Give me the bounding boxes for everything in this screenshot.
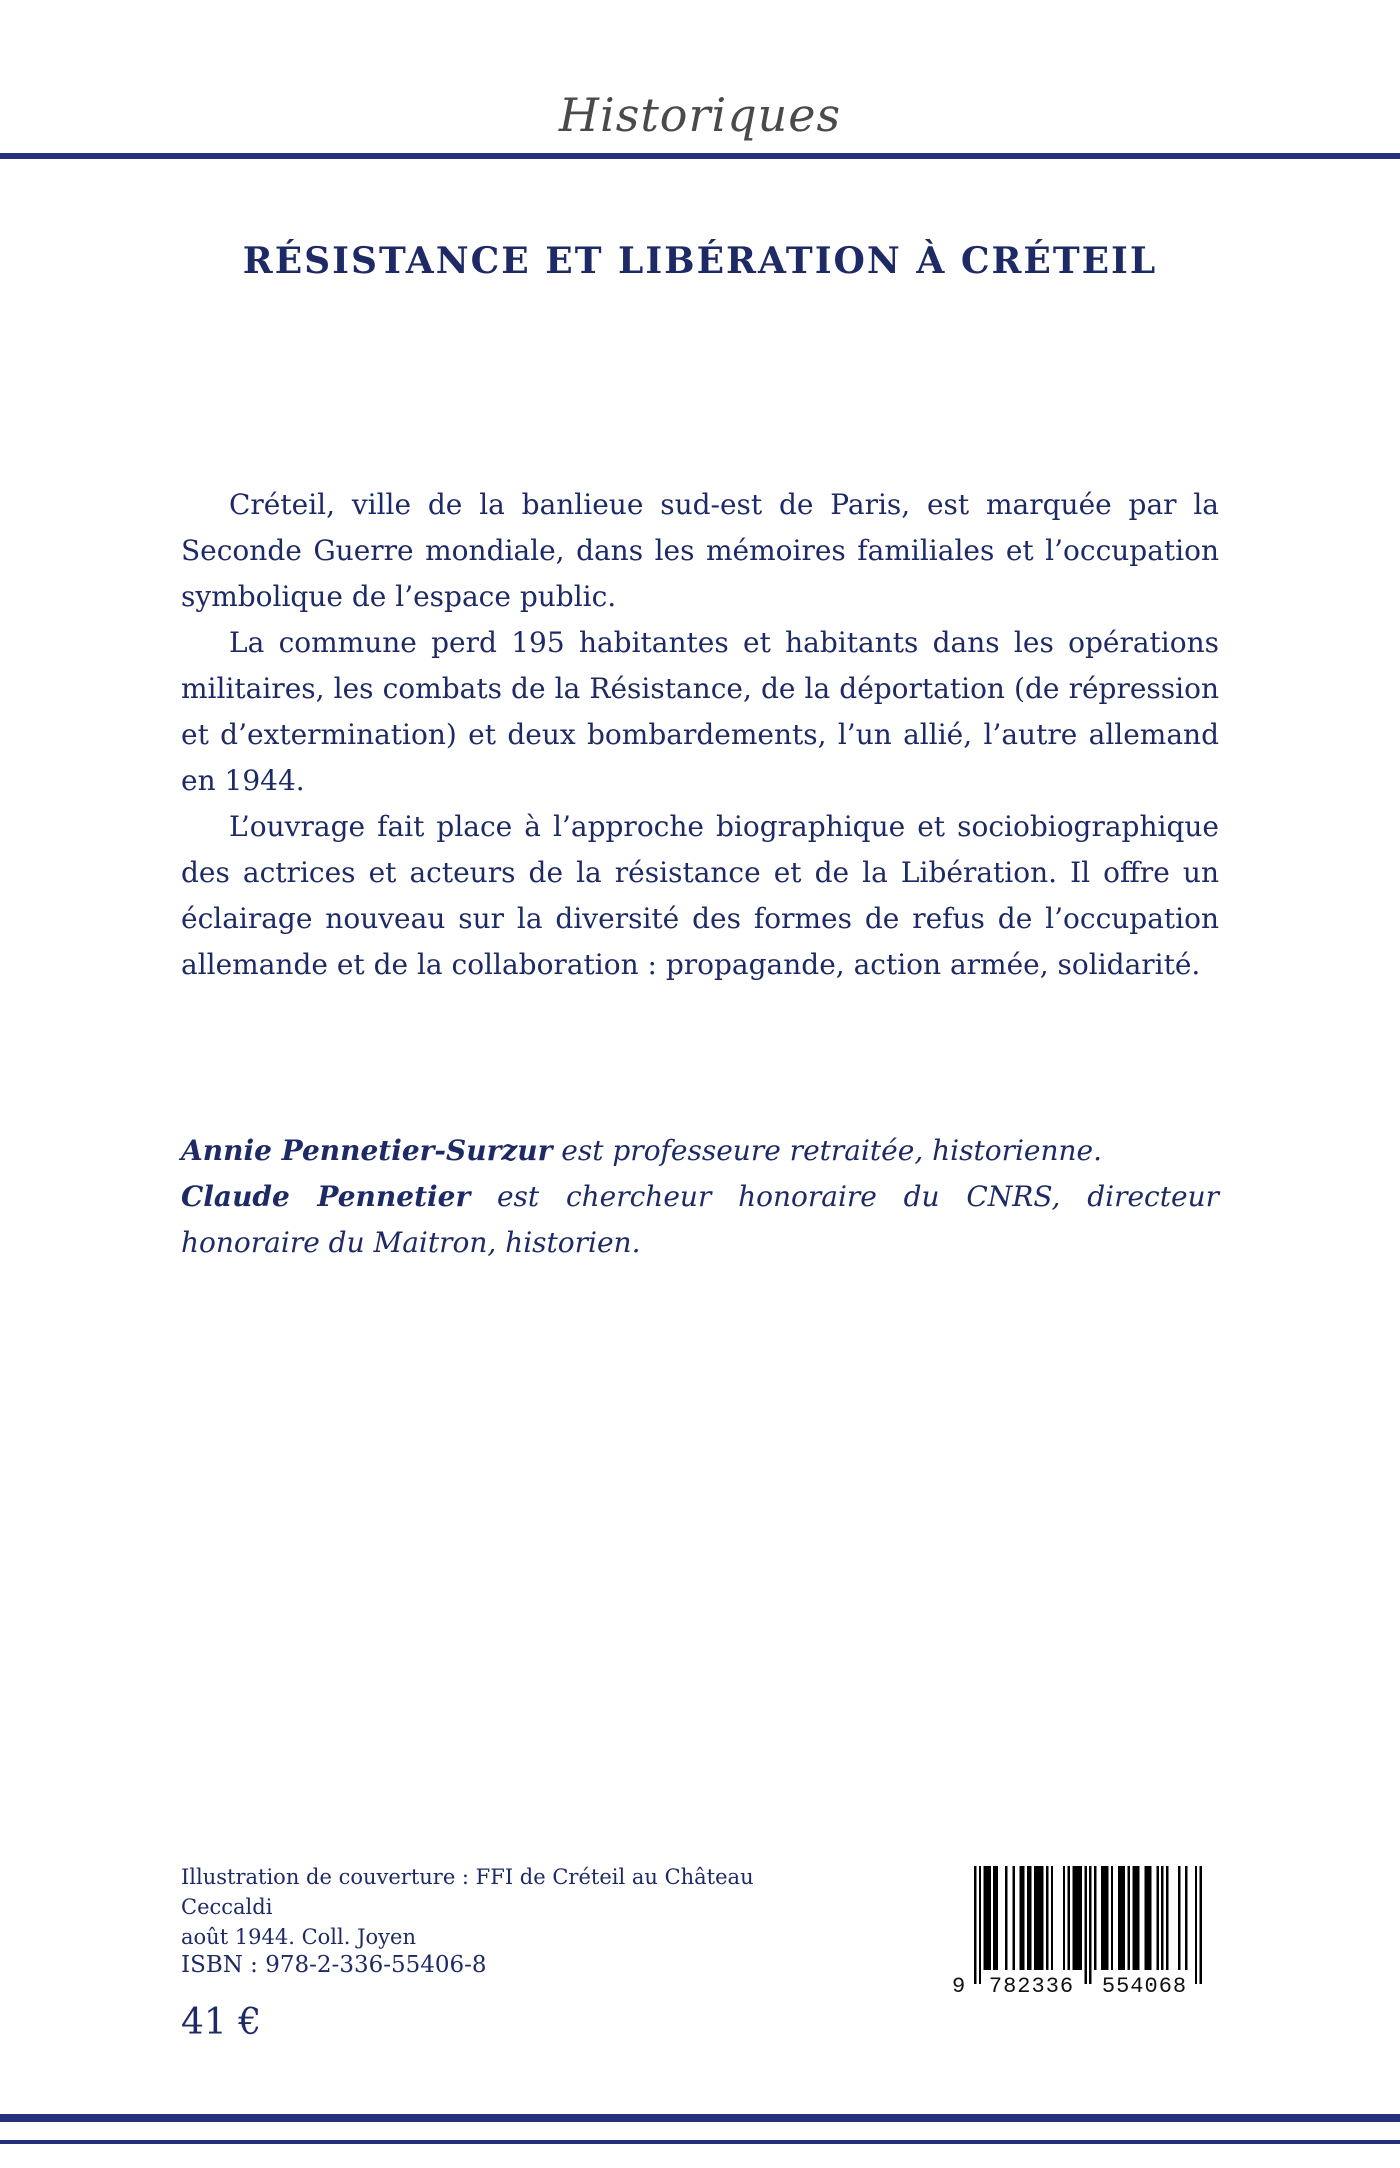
synopsis-paragraph-1: Créteil, ville de la banlieue sud-est de Paris, est marquée par la Seconde Guerre mondiale, dans les mémoires familiales et l’occupation symbolique de l’espace public. — [181, 488, 1219, 613]
ean-digit-group-1: 9 — [952, 1974, 966, 1999]
author-name-2: Claude Pennetier — [181, 1180, 471, 1213]
author-bio-1 — [181, 1128, 1219, 1174]
bottom-rule-thick — [0, 2114, 1400, 2122]
author-name-1: Annie Pennetier-Surzur — [181, 1134, 553, 1167]
synopsis-paragraph-3: L’ouvrage fait place à l’approche biographique et sociobiographique des actrices et acteurs de la résistance et de la Libération. Il offre un éclairage nouveau sur la diversité des formes de refus de l’occupation allemande et de la collaboration : propagande, action armée, solidarité. — [181, 810, 1219, 981]
ean-barcode-bars — [952, 1866, 1204, 1984]
bottom-rule-thin — [0, 2140, 1400, 2144]
synopsis — [181, 482, 1219, 988]
author-bio-2 — [181, 1174, 1219, 1266]
author-bios — [181, 1128, 1219, 1266]
author-bio-text-2: est chercheur honoraire du CNRS, directeur honoraire du Maitron, historien. — [181, 1180, 1219, 1259]
price: 41 € — [181, 2002, 262, 2043]
cover-credit-line-1: Illustration de couverture : FFI de Créteil au Château Ceccaldi — [181, 1865, 754, 1919]
ean-barcode — [952, 1866, 1204, 1998]
cover-credit — [181, 1862, 821, 1952]
isbn: ISBN : 978-2-336-55406-8 — [181, 1952, 487, 1978]
cover-credit-line-2: août 1944. Coll. Joyen — [181, 1925, 416, 1949]
ean-barcode-digits — [952, 1972, 1204, 1998]
ean-digit-group-3: 554068 — [1101, 1974, 1188, 1999]
collection-logo: Historiques — [558, 88, 842, 142]
synopsis-paragraph-2: La commune perd 195 habitantes et habitants dans les opérations militaires, les combats de la Résistance, de la déportation (de répression et d’extermination) et deux bombardements, l’un allié, l’autre allemand en 1944. — [181, 626, 1219, 797]
author-bio-text-1: est professeure retraitée, historienne. — [552, 1134, 1103, 1167]
ean-digit-group-2: 782336 — [988, 1974, 1075, 1999]
top-rule — [0, 153, 1400, 159]
book-title: RÉSISTANCE ET LIBÉRATION À CRÉTEIL — [242, 240, 1158, 282]
